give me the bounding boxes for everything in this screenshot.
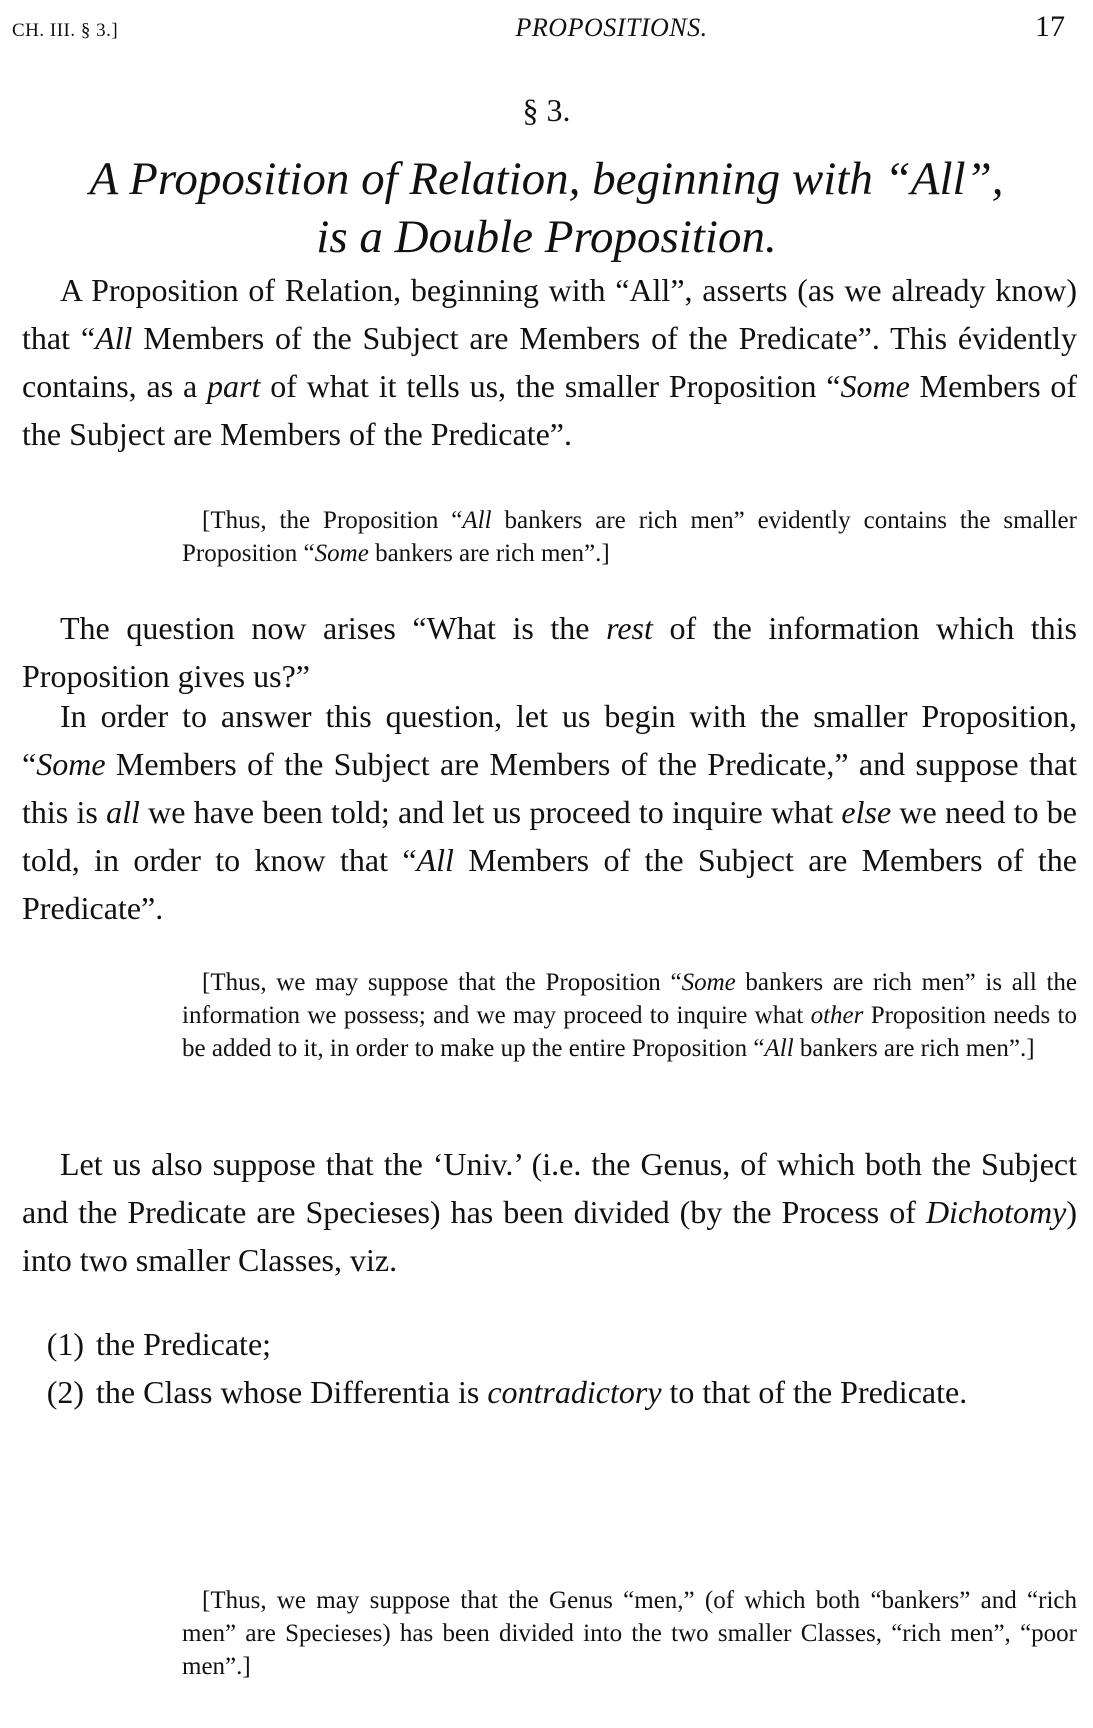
classes-list [22, 1320, 1077, 1416]
emphasis: Some [840, 368, 910, 404]
list-item [22, 1368, 1077, 1416]
chapter-reference: CH. III. § 3.] [12, 20, 119, 41]
text-run: Members of the Subject are Members of the Predicate”. [22, 842, 1077, 926]
emphasis: All [416, 842, 454, 878]
text-run: A Proposition of Relation, beginning with “All”, asserts (as we already know) that “ [22, 272, 1077, 356]
text-run: Members of the Subject are Members of the Predicate”. [22, 368, 1078, 452]
list-marker: (1) [46, 1326, 84, 1362]
emphasis: Some [36, 746, 106, 782]
text-run: of the information which this Proposition gives us?” [22, 610, 1078, 694]
section-title-line-2: is a Double Proposition. [316, 211, 777, 263]
page-number: 17 [1034, 10, 1065, 43]
text-run: to that of the Predicate. [661, 1374, 968, 1410]
section-title-line-1: A Proposition of Relation, beginning with “All”, [89, 153, 1004, 205]
text-run: Let us also suppose that the ‘Univ.’ (i.e. the Genus, of which both the Subject and the Predicate are Specieses) has been divided (by the Process of [22, 1146, 1077, 1230]
running-head [12, 10, 1065, 50]
text-run: we need to be told, in order to know that “ [22, 794, 1077, 878]
list-item [22, 1320, 1077, 1368]
note-2 [182, 966, 1077, 1065]
text-run: Members of the Subject are Members of the Predicate,” and suppose that this is [22, 746, 1077, 830]
emphasis: Dichotomy [925, 1194, 1067, 1230]
paragraph-2 [22, 604, 1077, 700]
text-run: bankers are rich men”.] [793, 1035, 1035, 1062]
emphasis: else [841, 794, 892, 830]
note-3: [Thus, we may suppose that the Genus “men,” (of which both “bankers” and “rich men” are Specieses) has been divided into the two smaller Classes, “rich men”, “poor men”.] [182, 1587, 1077, 1680]
text-run: bankers are rich men” evidently contains the smaller Proposition “ [182, 507, 1077, 567]
list-item-text: the Predicate; [96, 1326, 272, 1362]
text-run: In order to answer this question, let us begin with the smaller Proposition, “ [22, 698, 1077, 782]
emphasis: other [810, 1002, 864, 1029]
list-marker: (2) [46, 1374, 84, 1410]
text-run: [Thus, the Proposition “ [202, 507, 463, 534]
emphasis: All [95, 320, 133, 356]
section-title [10, 150, 1083, 266]
note-1 [182, 504, 1077, 570]
emphasis: All [462, 507, 492, 534]
paragraph-4 [22, 1140, 1077, 1284]
paragraph-1 [22, 266, 1077, 458]
text-run: Members of the Subject are Members of the Predicate”. This évidently contains, as a [22, 320, 1078, 404]
text-run: Proposition needs to be added to it, in order to make up the entire Proposition “ [182, 1002, 1077, 1062]
emphasis: part [207, 368, 261, 404]
text-run: bankers are rich men” is all the information we possess; and we may proceed to inquire what [182, 969, 1077, 1029]
emphasis: All [764, 1035, 794, 1062]
text-run: of what it tells us, the smaller Proposition “ [260, 368, 841, 404]
text-run: the Class whose Differentia is [96, 1374, 488, 1410]
section-number: § 3. [522, 92, 571, 128]
text-run: we have been told; and let us proceed to inquire what [139, 794, 842, 830]
text-run: bankers are rich men”.] [368, 540, 610, 567]
paragraph-3 [22, 692, 1077, 932]
emphasis: Some [314, 540, 369, 567]
emphasis: rest [606, 610, 653, 646]
running-title: PROPOSITIONS. [515, 13, 708, 42]
list-item-text [96, 1368, 1077, 1416]
text-run: ) into two smaller Classes, viz. [22, 1194, 1077, 1278]
text-run: The question now arises “What is the [60, 610, 607, 646]
emphasis: all [106, 794, 140, 830]
emphasis: Some [681, 969, 736, 996]
emphasis: contradictory [487, 1374, 662, 1410]
text-run: [Thus, we may suppose that the Proposition “ [202, 969, 682, 996]
